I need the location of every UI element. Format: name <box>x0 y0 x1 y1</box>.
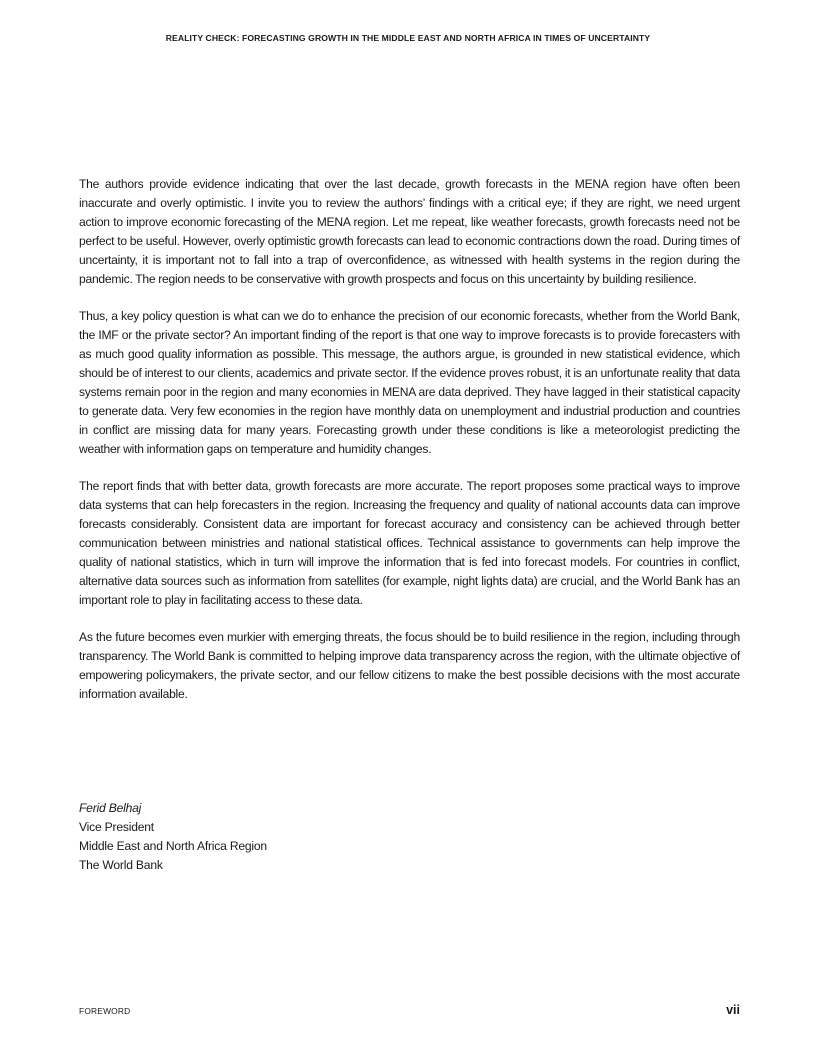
signature-block <box>79 799 267 875</box>
running-header: REALITY CHECK: FORECASTING GROWTH IN THE MIDDLE EAST AND NORTH AFRICA IN TIMES OF UNCERTAINTY <box>165 33 651 43</box>
page-number: vii <box>726 1003 740 1017</box>
signatory-title: Vice President <box>79 820 154 834</box>
signatory-name: Ferid Belhaj <box>79 801 142 815</box>
foreword-body <box>79 175 740 722</box>
signatory-organization: The World Bank <box>79 858 163 872</box>
paragraph: The report finds that with better data, growth forecasts are more accurate. The report proposes some practical ways to improve data systems that can help forecasters in the region. Increasing the frequency and quality of national accounts data can improve forecasts considerably. Consistent data are important for forecast accuracy and consistency can be achieved through better communication between ministries and national statistical offices. Technical assistance to governments can help improve the quality of national statistics, which in turn will improve the information that is fed into forecast models. For countries in conflict, alternative data sources such as information from satellites (for example, night lights data) are crucial, and the World Bank has an important role to play in facilitating access to these data. <box>79 479 740 607</box>
signatory-region: Middle East and North Africa Region <box>79 839 267 853</box>
footer-section-label: FOREWORD <box>79 1006 131 1016</box>
paragraph: As the future becomes even murkier with emerging threats, the focus should be to build resilience in the region, including through transparency. The World Bank is committed to helping improve data transparency across the region, with the ultimate objective of empowering policymakers, the private sector, and our fellow citizens to make the best possible decisions with the most accurate information available. <box>79 630 740 701</box>
paragraph: Thus, a key policy question is what can we do to enhance the precision of our economic forecasts, whether from the World Bank, the IMF or the private sector? An important finding of the report is that one way to improve forecasts is to provide forecasters with as much good quality information as possible. This message, the authors argue, is grounded in new statistical evidence, which should be of interest to our clients, academics and private sector. If the evidence proves robust, it is an unfortunate reality that data systems remain poor in the region and many economies in MENA are data deprived. They have lagged in their statistical capacity to generate data. Very few economies in the region have monthly data on unemployment and industrial production and countries in conflict are missing data for many years. Forecasting growth under these conditions is like a meteorologist predicting the weather with information gaps on temperature and humidity changes. <box>79 309 740 456</box>
paragraph: The authors provide evidence indicating that over the last decade, growth forecasts in the MENA region have often been inaccurate and overly optimistic. I invite you to review the authors’ findings with a critical eye; if they are right, we need urgent action to improve economic forecasting of the MENA region. Let me repeat, like weather forecasts, growth forecasts need not be perfect to be useful. However, overly optimistic growth forecasts can lead to economic contractions down the road. During times of uncertainty, it is important not to fall into a trap of overconfidence, as witnessed with health systems in the region during the pandemic. The region needs to be conservative with growth prospects and focus on this uncertainty by building resilience. <box>79 177 740 286</box>
